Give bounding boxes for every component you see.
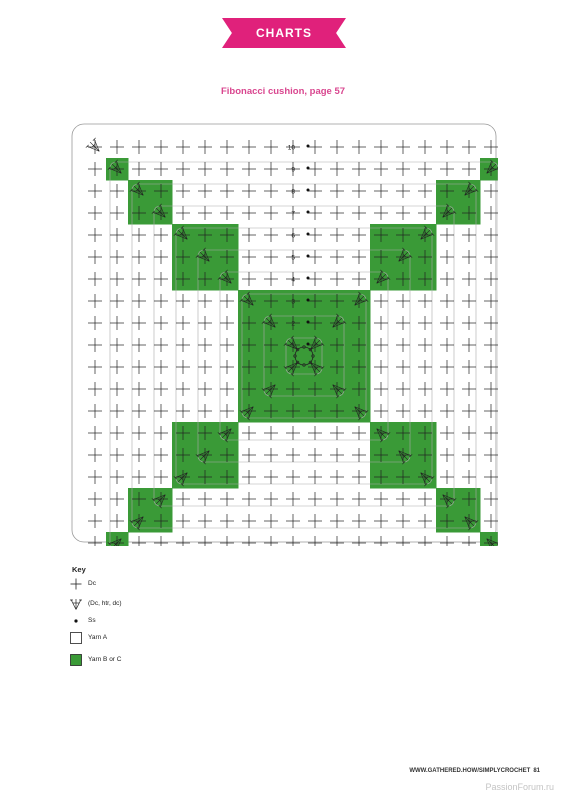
dc-stitch [308, 536, 322, 546]
dc-stitch [352, 140, 366, 154]
dc-stitch [330, 448, 344, 462]
dc-stitch [110, 294, 124, 308]
key-label-yarn-b: Yarn B or C [88, 656, 122, 663]
dc-stitch [462, 294, 476, 308]
key-label-yarn-a: Yarn A [88, 634, 108, 641]
dc-stitch [110, 382, 124, 396]
dc-stitch [88, 294, 102, 308]
dc-stitch [176, 382, 190, 396]
dc-stitch [462, 316, 476, 330]
dc-stitch [462, 470, 476, 484]
ss-dot [307, 211, 310, 214]
dc-stitch [110, 250, 124, 264]
corner-cluster-icon [70, 598, 82, 610]
dc-stitch [264, 272, 278, 286]
dc-stitch [88, 272, 102, 286]
dc-stitch [264, 448, 278, 462]
dc-stitch [352, 184, 366, 198]
dc-stitch [132, 426, 146, 440]
dc-stitch [88, 316, 102, 330]
dc-stitch [462, 426, 476, 440]
dc-stitch [154, 294, 168, 308]
dc-stitch [264, 162, 278, 176]
dc-stitch [440, 250, 454, 264]
key-label-ss: Ss [88, 617, 96, 624]
dc-stitch [286, 514, 300, 528]
ss-dot [307, 233, 310, 236]
dc-stitch [176, 492, 190, 506]
dc-stitch [352, 250, 366, 264]
dc-stitch [396, 404, 410, 418]
dc-stitch [440, 294, 454, 308]
dc-stitch [396, 338, 410, 352]
dc-stitch [286, 536, 300, 546]
dc-stitch [308, 448, 322, 462]
dc-stitch [220, 360, 234, 374]
dc-stitch [198, 316, 212, 330]
corner-cluster-icon [85, 137, 104, 156]
dc-stitch [198, 492, 212, 506]
key-label-dc: Dc [88, 580, 96, 587]
dc-stitch [176, 360, 190, 374]
dc-stitch [440, 162, 454, 176]
dc-stitch [286, 470, 300, 484]
dc-stitch [220, 514, 234, 528]
dc-stitch [88, 206, 102, 220]
dc-stitch [88, 404, 102, 418]
dc-stitch [242, 470, 256, 484]
dc-stitch [220, 206, 234, 220]
dc-stitch [462, 272, 476, 286]
dc-stitch [374, 404, 388, 418]
dc-stitch [440, 338, 454, 352]
dc-stitch [308, 426, 322, 440]
chart-subtitle: Fibonacci cushion, page 57 [220, 86, 346, 97]
dc-stitch [154, 162, 168, 176]
dc-stitch [330, 206, 344, 220]
dc-stitch [154, 426, 168, 440]
dc-stitch [154, 228, 168, 242]
banner-title: CHARTS [256, 26, 312, 40]
dc-stitch [88, 536, 102, 546]
dc-stitch [176, 338, 190, 352]
dc-stitch [352, 536, 366, 546]
dc-stitch [440, 360, 454, 374]
dc-stitch [154, 250, 168, 264]
dc-stitch [132, 294, 146, 308]
dc-stitch [110, 492, 124, 506]
dc-stitch [418, 338, 432, 352]
dc-stitch [198, 382, 212, 396]
footer-url-text[interactable]: WWW.GATHERED.HOW/SIMPLYCROCHET [409, 768, 531, 774]
dc-stitch [176, 184, 190, 198]
dc-stitch [242, 448, 256, 462]
dc-stitch [132, 228, 146, 242]
dc-stitch [330, 426, 344, 440]
ss-dot [307, 277, 310, 280]
dc-stitch [396, 492, 410, 506]
key-title: Key [72, 565, 86, 574]
dc-stitch [176, 294, 190, 308]
dc-stitch [220, 140, 234, 154]
dc-stitch [264, 514, 278, 528]
dc-stitch [88, 514, 102, 528]
dc-stitch [220, 536, 234, 546]
dc-stitch [110, 448, 124, 462]
dc-stitch [264, 184, 278, 198]
ss-dot-icon [70, 615, 82, 627]
dc-stitch [132, 140, 146, 154]
dc-stitch [440, 228, 454, 242]
dc-stitch [176, 162, 190, 176]
dc-stitch [88, 250, 102, 264]
round-number: 7 [291, 210, 295, 218]
dc-stitch [132, 360, 146, 374]
dc-stitch [418, 514, 432, 528]
dc-stitch [176, 316, 190, 330]
dc-stitch [198, 184, 212, 198]
dc-stitch [418, 206, 432, 220]
dc-stitch [220, 162, 234, 176]
dc-stitch [462, 382, 476, 396]
section-banner [222, 18, 346, 48]
dc-stitch [242, 514, 256, 528]
dc-stitch [242, 536, 256, 546]
dc-stitch [88, 184, 102, 198]
dc-stitch [242, 228, 256, 242]
dc-stitch [330, 536, 344, 546]
round-number: 5 [291, 254, 295, 262]
dc-stitch [374, 536, 388, 546]
dc-stitch [286, 426, 300, 440]
dc-stitch [352, 206, 366, 220]
dc-stitch [330, 514, 344, 528]
dc-stitch [286, 448, 300, 462]
dc-stitch [198, 294, 212, 308]
dc-stitch [132, 250, 146, 264]
dc-stitch [154, 404, 168, 418]
dc-stitch [198, 140, 212, 154]
ss-dot [307, 189, 310, 192]
dc-stitch [308, 140, 322, 154]
dc-stitch [462, 536, 476, 546]
dc-stitch [132, 272, 146, 286]
dc-stitch [264, 140, 278, 154]
dc-stitch [198, 536, 212, 546]
dc-stitch [374, 338, 388, 352]
dc-stitch [220, 404, 234, 418]
dc-stitch [418, 382, 432, 396]
dc-stitch [352, 272, 366, 286]
dc-stitch [264, 426, 278, 440]
dc-stitch [352, 228, 366, 242]
dc-stitch [88, 338, 102, 352]
dc-stitch [418, 294, 432, 308]
dc-stitch [110, 272, 124, 286]
dc-stitch [330, 492, 344, 506]
round-number: 10 [287, 144, 295, 152]
dc-stitch [242, 162, 256, 176]
dc-stitch [110, 140, 124, 154]
dc-stitch [264, 228, 278, 242]
dc-stitch [110, 228, 124, 242]
dc-stitch [110, 514, 124, 528]
dc-stitch [352, 492, 366, 506]
dc-stitch [352, 162, 366, 176]
dc-stitch [220, 294, 234, 308]
dc-stitch [242, 426, 256, 440]
dc-stitch [440, 426, 454, 440]
dc-stitch [264, 470, 278, 484]
dc-stitch [462, 162, 476, 176]
dc-stitch [154, 338, 168, 352]
dc-stitch [220, 184, 234, 198]
dc-stitch [462, 140, 476, 154]
dc-stitch [374, 206, 388, 220]
round-number: 6 [291, 232, 295, 240]
dc-stitch [440, 316, 454, 330]
dc-stitch [352, 470, 366, 484]
dc-stitch [418, 140, 432, 154]
dc-stitch [418, 492, 432, 506]
dc-stitch [308, 250, 322, 264]
dc-stitch [220, 316, 234, 330]
dc-stitch [264, 206, 278, 220]
dc-stitch [374, 316, 388, 330]
dc-cross-icon [70, 578, 82, 590]
watermark: PassionForum.ru [485, 782, 554, 792]
ss-dot [307, 343, 310, 346]
dc-stitch [418, 316, 432, 330]
ss-dot [307, 299, 310, 302]
dc-stitch [154, 316, 168, 330]
dc-stitch [308, 162, 322, 176]
dc-stitch [242, 492, 256, 506]
dc-stitch [330, 140, 344, 154]
dc-stitch [396, 382, 410, 396]
dc-stitch [198, 404, 212, 418]
round-number: 1 [291, 342, 295, 350]
dc-stitch [154, 470, 168, 484]
dc-stitch [396, 360, 410, 374]
ss-dot [307, 145, 310, 148]
dc-stitch [396, 162, 410, 176]
dc-stitch [308, 206, 322, 220]
dc-stitch [440, 404, 454, 418]
dc-stitch [418, 536, 432, 546]
dc-stitch [110, 360, 124, 374]
dc-stitch [462, 228, 476, 242]
dc-stitch [308, 184, 322, 198]
dc-stitch [374, 514, 388, 528]
dc-stitch [132, 470, 146, 484]
dc-stitch [242, 184, 256, 198]
dc-stitch [330, 250, 344, 264]
dc-stitch [198, 514, 212, 528]
dc-stitch [198, 360, 212, 374]
dc-stitch [176, 404, 190, 418]
dc-stitch [330, 228, 344, 242]
dc-stitch [198, 162, 212, 176]
dc-stitch [374, 382, 388, 396]
dc-stitch [154, 140, 168, 154]
yarn-a-swatch [70, 632, 82, 644]
dc-stitch [176, 536, 190, 546]
dc-stitch [396, 206, 410, 220]
dc-stitch [110, 426, 124, 440]
dc-stitch [198, 206, 212, 220]
dc-stitch [242, 272, 256, 286]
dc-stitch [308, 514, 322, 528]
dc-stitch [154, 360, 168, 374]
dc-stitch [88, 492, 102, 506]
dc-stitch [440, 272, 454, 286]
round-number: 3 [291, 298, 295, 306]
dc-stitch [418, 360, 432, 374]
dc-stitch [132, 448, 146, 462]
round-number: 8 [291, 188, 295, 196]
dc-stitch [264, 536, 278, 546]
ss-dot [307, 255, 310, 258]
dc-stitch [396, 536, 410, 546]
dc-stitch [330, 470, 344, 484]
dc-stitch [374, 140, 388, 154]
dc-stitch [110, 184, 124, 198]
dc-stitch [264, 250, 278, 264]
dc-stitch [462, 448, 476, 462]
round-number: 2 [291, 320, 295, 328]
dc-stitch [440, 448, 454, 462]
dc-stitch [154, 448, 168, 462]
dc-stitch [176, 514, 190, 528]
dc-stitch [418, 404, 432, 418]
dc-stitch [396, 514, 410, 528]
dc-stitch [110, 470, 124, 484]
dc-stitch [330, 272, 344, 286]
dc-stitch [110, 338, 124, 352]
ss-dot [307, 167, 310, 170]
dc-stitch [462, 360, 476, 374]
yarn-b-swatch [70, 654, 82, 666]
dc-stitch [418, 162, 432, 176]
dc-stitch [88, 360, 102, 374]
dc-stitch [308, 470, 322, 484]
dc-stitch [88, 448, 102, 462]
dc-stitch [132, 536, 146, 546]
dc-stitch [308, 272, 322, 286]
dc-stitch [154, 382, 168, 396]
dc-stitch [440, 382, 454, 396]
dc-stitch [352, 448, 366, 462]
dc-stitch [308, 492, 322, 506]
dc-stitch [374, 360, 388, 374]
dc-stitch [462, 404, 476, 418]
dc-stitch [88, 162, 102, 176]
dc-stitch [396, 294, 410, 308]
dc-stitch [396, 316, 410, 330]
key-label-cluster: (Dc, htr, dc) [88, 600, 122, 607]
dc-stitch [242, 206, 256, 220]
dc-stitch [220, 492, 234, 506]
dc-stitch [242, 250, 256, 264]
dc-stitch [374, 162, 388, 176]
dc-stitch [220, 338, 234, 352]
dc-stitch [132, 338, 146, 352]
dc-stitch [132, 404, 146, 418]
dc-stitch [440, 470, 454, 484]
page-number: 81 [533, 768, 540, 774]
crochet-chart [70, 122, 498, 546]
dc-stitch [264, 492, 278, 506]
dc-stitch [88, 228, 102, 242]
dc-stitch [396, 184, 410, 198]
footer-url[interactable] [409, 768, 540, 774]
dc-stitch [110, 404, 124, 418]
dc-stitch [176, 140, 190, 154]
dc-stitch [418, 184, 432, 198]
dc-stitch [110, 206, 124, 220]
dc-stitch [462, 338, 476, 352]
dc-stitch [330, 162, 344, 176]
ss-dot [307, 321, 310, 324]
dc-stitch [132, 162, 146, 176]
dc-stitch [330, 184, 344, 198]
dc-stitch [396, 140, 410, 154]
dc-stitch [132, 382, 146, 396]
dc-stitch [352, 426, 366, 440]
dc-stitch [374, 184, 388, 198]
round-number: 9 [291, 166, 295, 174]
dc-stitch [440, 140, 454, 154]
dc-stitch [462, 250, 476, 264]
dc-stitch [176, 206, 190, 220]
dc-stitch [154, 536, 168, 546]
dc-stitch [110, 316, 124, 330]
dc-stitch [374, 294, 388, 308]
dc-stitch [132, 316, 146, 330]
dc-stitch [88, 470, 102, 484]
dc-stitch [198, 338, 212, 352]
dc-stitch [352, 514, 366, 528]
dc-stitch [88, 426, 102, 440]
dc-stitch [440, 536, 454, 546]
dc-stitch [154, 272, 168, 286]
dc-stitch [220, 382, 234, 396]
dc-stitch [88, 382, 102, 396]
dc-stitch [242, 140, 256, 154]
round-number: 4 [291, 276, 295, 284]
dc-stitch [374, 492, 388, 506]
dc-stitch [308, 228, 322, 242]
dc-stitch [286, 492, 300, 506]
